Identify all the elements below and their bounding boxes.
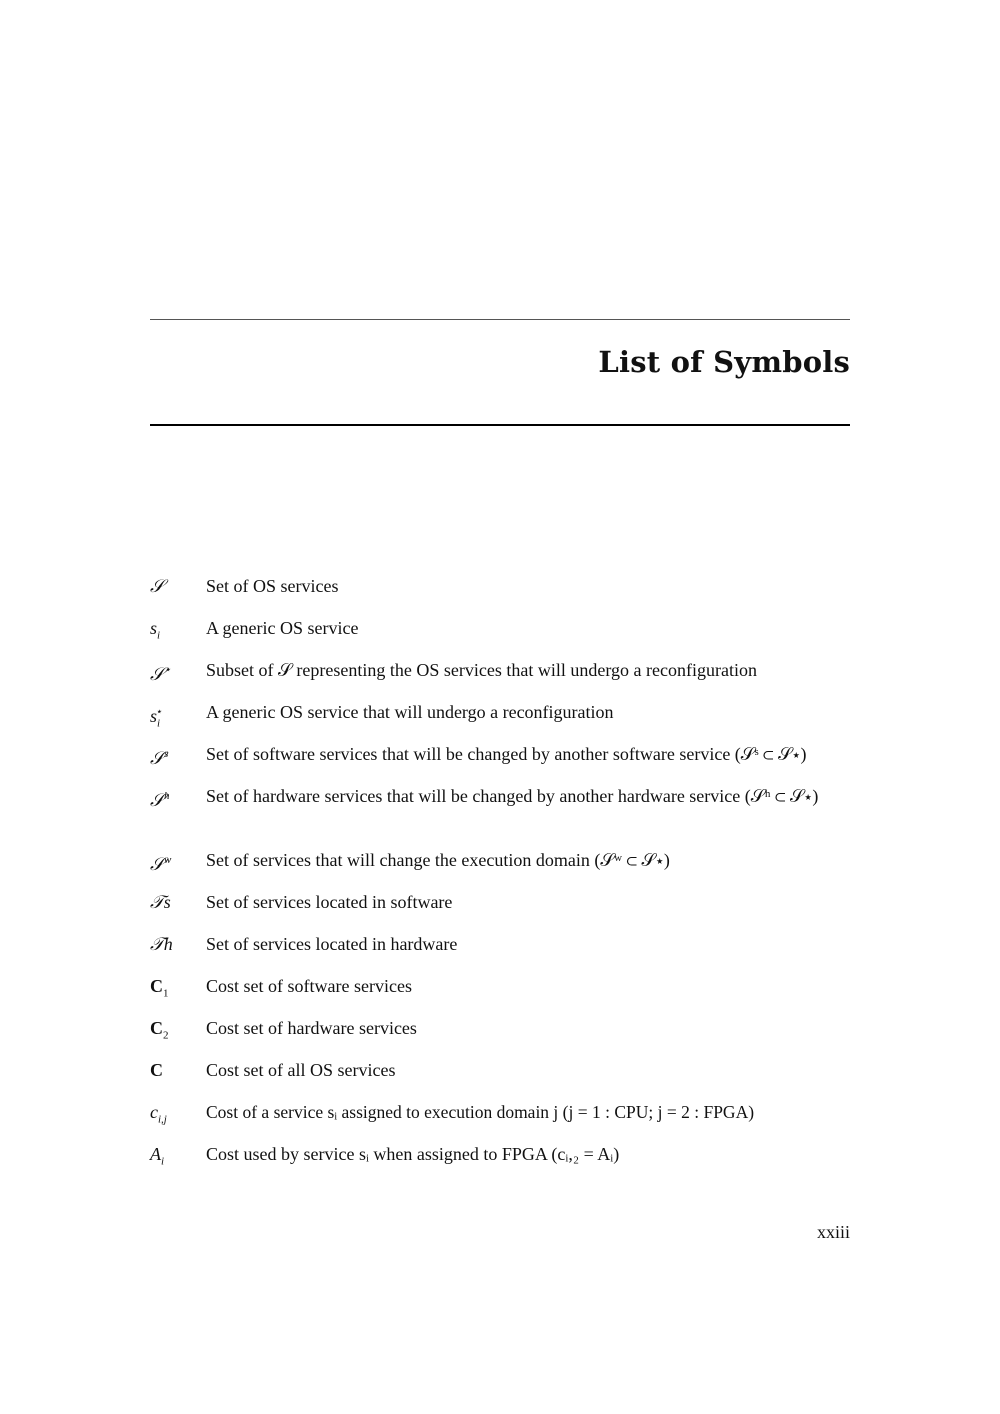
page-number: xxiii xyxy=(816,1222,850,1242)
symbol-entry xyxy=(150,701,850,743)
symbol-entry xyxy=(150,575,850,617)
symbol: 𝒮⋆ xyxy=(150,664,171,684)
symbol-description: Cost used by service sᵢ when assigned to FPGA (cᵢ,₂ = Aᵢ) xyxy=(206,1144,620,1164)
symbol-entry xyxy=(150,1059,850,1101)
symbol-description: Set of hardware services that will be changed by another hardware service (𝒮ʰ ⊂ 𝒮⋆) xyxy=(206,786,819,806)
symbol: 𝒮$^w$ xyxy=(150,854,172,874)
symbol-entry xyxy=(150,743,850,785)
symbol-description: Set of software services that will be changed by another software service (𝒮ˢ ⊂ 𝒮⋆) xyxy=(206,744,807,764)
symbol: $s_i^⋆$ xyxy=(150,706,162,730)
symbol: $C_2$ xyxy=(150,1018,169,1042)
header-bottom-rule xyxy=(150,424,850,426)
symbol: $c_{i,j}$ xyxy=(150,1102,167,1126)
symbol-description: Subset of 𝒮 representing the OS services that will undergo a reconfiguration xyxy=(206,660,757,680)
symbol-entry xyxy=(150,975,850,1017)
page-title: List of Symbols xyxy=(598,345,850,379)
symbol: C xyxy=(150,1060,163,1080)
symbol-description: Set of OS services xyxy=(206,576,339,596)
symbol-description: A generic OS service xyxy=(206,618,359,638)
symbol-description: Cost of a service sᵢ assigned to execution domain j (j = 1 : CPU; j = 2 : FPGA) xyxy=(206,1102,755,1122)
header-top-rule xyxy=(150,319,850,320)
symbol-entry xyxy=(150,933,850,975)
symbol-description: Cost set of hardware services xyxy=(206,1018,417,1038)
symbol-entry xyxy=(150,617,850,659)
symbol: 𝒮$^s$ xyxy=(150,748,169,768)
symbol-description: Cost set of all OS services xyxy=(206,1060,396,1080)
symbol: $s_i$ xyxy=(150,618,161,642)
symbol-list xyxy=(150,575,850,1185)
symbol: $C_1$ xyxy=(150,976,169,1000)
symbol: 𝒯s xyxy=(150,892,171,912)
symbol-entry xyxy=(150,785,850,849)
symbol-entry xyxy=(150,891,850,933)
symbol-description: Set of services located in hardware xyxy=(206,934,458,954)
symbol: $A_i$ xyxy=(150,1144,165,1168)
symbol-entry xyxy=(150,849,850,891)
symbol-entry xyxy=(150,1101,850,1143)
symbol-entry xyxy=(150,659,850,701)
symbol-description: Cost set of software services xyxy=(206,976,412,996)
symbol: 𝒮 xyxy=(150,576,164,596)
symbol: 𝒯h xyxy=(150,934,173,954)
symbol-description: Set of services located in software xyxy=(206,892,453,912)
symbol-entry xyxy=(150,1143,850,1185)
symbol-description: A generic OS service that will undergo a reconfiguration xyxy=(206,702,614,722)
symbol-entry xyxy=(150,1017,850,1059)
symbol-description: Set of services that will change the execution domain (𝒮ʷ ⊂ 𝒮⋆) xyxy=(206,850,670,870)
symbol: 𝒮$^h$ xyxy=(150,790,170,810)
